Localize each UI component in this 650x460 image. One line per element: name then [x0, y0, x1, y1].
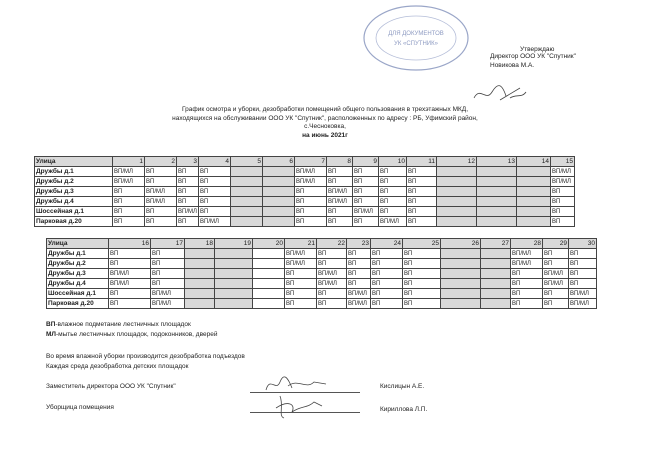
schedule-cell: ВП/МЛ [551, 177, 575, 187]
schedule-cell: ВП [317, 289, 347, 299]
table1-header-day: 10 [379, 157, 407, 167]
row-street-name: Дружбы д.1 [47, 249, 109, 259]
schedule-cell: ВП [543, 249, 569, 259]
table1-header-day: 14 [517, 157, 551, 167]
schedule-cell: ВП [379, 177, 407, 187]
schedule-cell: ВП [177, 177, 199, 187]
table1-header-row [35, 157, 575, 167]
schedule-cell: ВП [407, 177, 437, 187]
schedule-cell: ВП/МЛ [543, 269, 569, 279]
schedule-cell: ВП [199, 207, 231, 217]
schedule-cell: ВП/МЛ [379, 217, 407, 227]
row-street-name: Шоссейная д.1 [35, 207, 113, 217]
schedule-cell: ВП [511, 289, 543, 299]
schedule-cell: ВП [317, 259, 347, 269]
schedule-cell [517, 207, 551, 217]
schedule-cell: ВП [109, 289, 151, 299]
schedule-cell: ВП/МЛ [543, 279, 569, 289]
schedule-cell: ВП/МЛ [511, 249, 543, 259]
schedule-cell: ВП [151, 259, 185, 269]
schedule-cell: ВП/МЛ [295, 167, 327, 177]
schedule-cell: ВП [113, 187, 145, 197]
legend-vp-code: ВП [46, 321, 56, 328]
schedule-cell [253, 279, 285, 289]
table2-header-day: 29 [543, 239, 569, 249]
director-signature [470, 80, 530, 106]
row-street-name: Дружбы д.2 [47, 259, 109, 269]
table-row [35, 217, 575, 227]
table1-header-day: 9 [353, 157, 379, 167]
schedule-cell: ВП [551, 187, 575, 197]
approval-line-2: Директор ООО УК "Спутник" [490, 53, 576, 60]
table2-header-day: 21 [285, 239, 317, 249]
schedule-cell: ВП [353, 187, 379, 197]
schedule-cell: ВП [371, 279, 403, 289]
schedule-cell: ВП [295, 217, 327, 227]
row-street-name: Дружбы д.4 [35, 197, 113, 207]
schedule-cell: ВП [371, 299, 403, 309]
schedule-cell: ВП [317, 249, 347, 259]
schedule-cell: ВП [177, 197, 199, 207]
schedule-cell: ВП [353, 167, 379, 177]
schedule-cell: ВП [543, 289, 569, 299]
table2-header-street: Улица [47, 239, 109, 249]
cleaner-name: Кириллова Л.П. [380, 406, 428, 413]
legend-ml-text: -мытье лестничных площадок, подоконников, дверей [55, 331, 218, 338]
table1-header-day: 4 [199, 157, 231, 167]
schedule-cell: ВП [145, 177, 177, 187]
table2-header-day: 27 [481, 239, 511, 249]
schedule-cell: ВП/МЛ [327, 187, 353, 197]
schedule-cell [441, 289, 481, 299]
schedule-table-1 [34, 156, 575, 227]
schedule-cell: ВП [407, 197, 437, 207]
schedule-cell [441, 279, 481, 289]
schedule-cell: ВП [403, 269, 441, 279]
schedule-cell: ВП [285, 269, 317, 279]
title-line-4: на июнь 2021г [302, 131, 348, 139]
schedule-cell [481, 279, 511, 289]
schedule-cell: ВП/МЛ [113, 177, 145, 187]
schedule-cell: ВП/МЛ [145, 187, 177, 197]
table2-header-day: 22 [317, 239, 347, 249]
table1-header-street: Улица [35, 157, 113, 167]
table-row [35, 197, 575, 207]
schedule-cell: ВП [317, 299, 347, 309]
schedule-cell [253, 259, 285, 269]
schedule-cell: ВП/МЛ [551, 167, 575, 177]
schedule-cell [477, 177, 517, 187]
schedule-cell: ВП [177, 187, 199, 197]
table1-header-day: 8 [327, 157, 353, 167]
table2-header-day: 17 [151, 239, 185, 249]
schedule-cell: ВП [295, 197, 327, 207]
table1-header-day: 5 [231, 157, 263, 167]
schedule-cell [437, 197, 477, 207]
title-line-2: находящихся на обслуживании ООО УК "Спутник", расположенных по адресу : РБ, Уфимский район, [172, 114, 478, 122]
schedule-cell: ВП [327, 167, 353, 177]
schedule-cell: ВП [177, 167, 199, 177]
schedule-cell: ВП [569, 279, 597, 289]
schedule-table-2 [46, 238, 597, 309]
approval-block [490, 46, 650, 69]
schedule-cell [477, 217, 517, 227]
note-line-2: Каждая среда дезобработка детских площадок [46, 363, 189, 370]
legend-vp-text: -влажное подметание лестничных площадок [55, 321, 191, 328]
schedule-cell [437, 217, 477, 227]
title-line-3: с.Чесноковка, [304, 123, 346, 130]
schedule-cell [481, 299, 511, 309]
schedule-cell: ВП [151, 279, 185, 289]
schedule-cell: ВП/МЛ [511, 259, 543, 269]
table1-header-day: 11 [407, 157, 437, 167]
svg-text:УК «СПУТНИК»: УК «СПУТНИК» [394, 41, 438, 47]
schedule-cell [185, 299, 215, 309]
schedule-cell: ВП [145, 217, 177, 227]
schedule-cell [481, 259, 511, 269]
row-street-name: Дружбы д.4 [47, 279, 109, 289]
schedule-cell: ВП [113, 197, 145, 207]
schedule-cell [437, 167, 477, 177]
schedule-cell [517, 187, 551, 197]
table1-header-day: 3 [177, 157, 199, 167]
schedule-cell: ВП [353, 217, 379, 227]
schedule-cell: ВП [327, 217, 353, 227]
row-street-name: Дружбы д.2 [35, 177, 113, 187]
schedule-cell: ВП [569, 269, 597, 279]
table-row [35, 167, 575, 177]
schedule-cell [263, 177, 295, 187]
schedule-cell: ВП [199, 177, 231, 187]
schedule-cell: ВП [285, 299, 317, 309]
schedule-cell [441, 269, 481, 279]
schedule-cell [263, 187, 295, 197]
schedule-cell: ВП [403, 259, 441, 269]
table-row [35, 177, 575, 187]
svg-text:ДЛЯ ДОКУМЕНТОВ: ДЛЯ ДОКУМЕНТОВ [388, 31, 444, 37]
schedule-cell [231, 197, 263, 207]
schedule-cell: ВП [151, 249, 185, 259]
table-row [47, 249, 597, 259]
schedule-cell: ВП [551, 207, 575, 217]
table2-header-row [47, 239, 597, 249]
schedule-cell [215, 289, 253, 299]
table1-header-day: 1 [113, 157, 145, 167]
legend-ml-code: МЛ [46, 331, 56, 338]
approval-line-1: Утверждаю [520, 46, 555, 53]
schedule-cell [263, 217, 295, 227]
table1-header-day: 13 [477, 157, 517, 167]
table2-header-day: 26 [441, 239, 481, 249]
schedule-cell [263, 197, 295, 207]
schedule-cell [517, 217, 551, 227]
schedule-cell: ВП [113, 217, 145, 227]
table2-header-day: 20 [253, 239, 285, 249]
schedule-cell: ВП [407, 217, 437, 227]
schedule-cell: ВП [379, 167, 407, 177]
schedule-cell: ВП/МЛ [285, 249, 317, 259]
notes [46, 352, 245, 372]
schedule-cell: ВП/МЛ [199, 217, 231, 227]
schedule-cell [481, 249, 511, 259]
schedule-cell: ВП/МЛ [109, 279, 151, 289]
schedule-cell: ВП [511, 299, 543, 309]
table1-header-day: 6 [263, 157, 295, 167]
schedule-cell [185, 269, 215, 279]
schedule-cell: ВП [569, 259, 597, 269]
schedule-cell: ВП/МЛ [569, 289, 597, 299]
legend-ml [46, 330, 217, 340]
schedule-cell [481, 269, 511, 279]
schedule-cell: ВП [199, 187, 231, 197]
schedule-cell: ВП [371, 259, 403, 269]
table1-header-day: 15 [551, 157, 575, 167]
schedule-cell: ВП [543, 259, 569, 269]
schedule-cell: ВП [327, 207, 353, 217]
table2-header-day: 19 [215, 239, 253, 249]
schedule-cell [441, 259, 481, 269]
schedule-cell: ВП [353, 197, 379, 207]
schedule-cell: ВП [379, 187, 407, 197]
schedule-cell [517, 167, 551, 177]
table-row [47, 279, 597, 289]
schedule-cell: ВП/МЛ [317, 269, 347, 279]
schedule-cell [185, 249, 215, 259]
schedule-cell [231, 177, 263, 187]
schedule-cell: ВП [109, 259, 151, 269]
schedule-cell: ВП [407, 207, 437, 217]
table1-header-day: 7 [295, 157, 327, 167]
schedule-cell [231, 187, 263, 197]
table2-header-day: 24 [371, 239, 403, 249]
cleaner-label: Уборщица помещения [46, 404, 114, 411]
schedule-cell [215, 259, 253, 269]
table2-header-day: 23 [347, 239, 371, 249]
schedule-cell: ВП [151, 269, 185, 279]
note-line-1: Во время влажной уборки производится дезобработка подъездов [46, 353, 245, 360]
schedule-cell [481, 289, 511, 299]
schedule-cell [185, 259, 215, 269]
deputy-label: Заместитель директора ООО УК "Спутник" [46, 383, 176, 390]
schedule-cell: ВП [511, 279, 543, 289]
schedule-cell [253, 249, 285, 259]
row-street-name: Шоссейная д.1 [47, 289, 109, 299]
schedule-cell [441, 299, 481, 309]
schedule-cell: ВП [285, 289, 317, 299]
schedule-cell: ВП [145, 167, 177, 177]
schedule-cell: ВП [177, 217, 199, 227]
schedule-cell: ВП/МЛ [178, 208, 197, 215]
schedule-cell: ВП [113, 207, 145, 217]
schedule-cell [517, 197, 551, 207]
schedule-cell: ВП [379, 207, 407, 217]
table2-header-day: 25 [403, 239, 441, 249]
schedule-cell: ВП [327, 177, 353, 187]
deputy-name: Кислицын А.Е. [380, 383, 425, 390]
schedule-cell [517, 177, 551, 187]
schedule-cell [441, 249, 481, 259]
schedule-cell [477, 207, 517, 217]
schedule-cell: ВП/МЛ [145, 197, 177, 207]
schedule-cell [185, 289, 215, 299]
schedule-cell: ВП/МЛ [151, 289, 185, 299]
schedule-cell: ВП/МЛ [295, 177, 327, 187]
row-street-name: Парковая д.20 [47, 299, 109, 309]
schedule-cell: ВП [199, 167, 231, 177]
table2-header-day: 18 [185, 239, 215, 249]
schedule-cell: ВП/МЛ [347, 299, 371, 309]
schedule-cell: ВП [403, 249, 441, 259]
table2-header-day: 16 [109, 239, 151, 249]
schedule-cell: ВП [199, 197, 231, 207]
schedule-cell: ВП [543, 299, 569, 309]
company-stamp [360, 4, 472, 74]
schedule-cell: ВП/МЛ [353, 207, 379, 217]
schedule-cell: ВП [551, 197, 575, 207]
schedule-cell [477, 167, 517, 177]
schedule-cell: ВП [295, 207, 327, 217]
schedule-cell [253, 269, 285, 279]
schedule-cell: ВП/МЛ [569, 299, 597, 309]
schedule-cell: ВП [371, 249, 403, 259]
schedule-cell: ВП/МЛ [113, 167, 145, 177]
schedule-cell: ВП/МЛ [151, 299, 185, 309]
schedule-cell [231, 207, 263, 217]
row-street-name: Дружбы д.1 [35, 167, 113, 177]
schedule-cell: ВП [407, 167, 437, 177]
schedule-cell: ВП/МЛ [347, 289, 371, 299]
schedule-cell: ВП [371, 269, 403, 279]
schedule-cell [231, 217, 263, 227]
schedule-cell: ВП [285, 279, 317, 289]
schedule-cell [215, 269, 253, 279]
schedule-cell: ВП [511, 269, 543, 279]
document-title [0, 106, 650, 140]
schedule-cell: ВП [347, 269, 371, 279]
table-row [47, 299, 597, 309]
row-street-name: Дружбы д.3 [35, 187, 113, 197]
title-line-1: График осмотра и уборки, дезобработки помещений общего пользования в трехэтажных МКД, [181, 106, 469, 113]
schedule-cell [215, 249, 253, 259]
schedule-cell [215, 279, 253, 289]
schedule-cell [253, 289, 285, 299]
schedule-cell: ВП [569, 249, 597, 259]
schedule-cell: ВП [407, 187, 437, 197]
table-row [35, 207, 575, 217]
schedule-cell: ВП [347, 249, 371, 259]
schedule-cell: ВП [145, 207, 177, 217]
cleaner-signature [270, 392, 330, 420]
schedule-cell: ВП [403, 279, 441, 289]
table2-header-day: 30 [569, 239, 597, 249]
schedule-cell [437, 177, 477, 187]
schedule-cell: ВП [347, 259, 371, 269]
approval-line-3: Новикова М.А. [490, 62, 535, 69]
schedule-cell [253, 299, 285, 309]
schedule-cell: ВП [353, 177, 379, 187]
legend [46, 320, 217, 340]
schedule-cell: ВП [403, 299, 441, 309]
schedule-cell: ВП/МЛ [109, 269, 151, 279]
table1-header-day: 2 [145, 157, 177, 167]
table-row [47, 259, 597, 269]
schedule-cell [437, 207, 477, 217]
schedule-cell: ВП [379, 197, 407, 207]
schedule-cell [231, 167, 263, 177]
table-row [47, 289, 597, 299]
schedule-cell: ВП [403, 289, 441, 299]
schedule-cell: ВП [295, 187, 327, 197]
table2-header-day: 28 [511, 239, 543, 249]
schedule-cell: ВП [109, 249, 151, 259]
schedule-cell [263, 207, 295, 217]
schedule-cell: ВП/МЛ [327, 197, 353, 207]
table1-header-day: 12 [437, 157, 477, 167]
legend-vp [46, 320, 217, 330]
schedule-cell: ВП [347, 279, 371, 289]
row-street-name: Парковая д.20 [35, 217, 113, 227]
table-row [35, 187, 575, 197]
schedule-cell: ВП [371, 289, 403, 299]
schedule-cell [477, 197, 517, 207]
schedule-cell [263, 167, 295, 177]
schedule-cell: ВП [551, 217, 575, 227]
schedule-cell [185, 279, 215, 289]
schedule-cell: ВП/МЛ [285, 259, 317, 269]
schedule-cell [215, 299, 253, 309]
schedule-cell: ВП [109, 299, 151, 309]
schedule-cell [437, 187, 477, 197]
schedule-cell [477, 187, 517, 197]
table-row [47, 269, 597, 279]
row-street-name: Дружбы д.3 [47, 269, 109, 279]
schedule-cell: ВП/МЛ [317, 279, 347, 289]
